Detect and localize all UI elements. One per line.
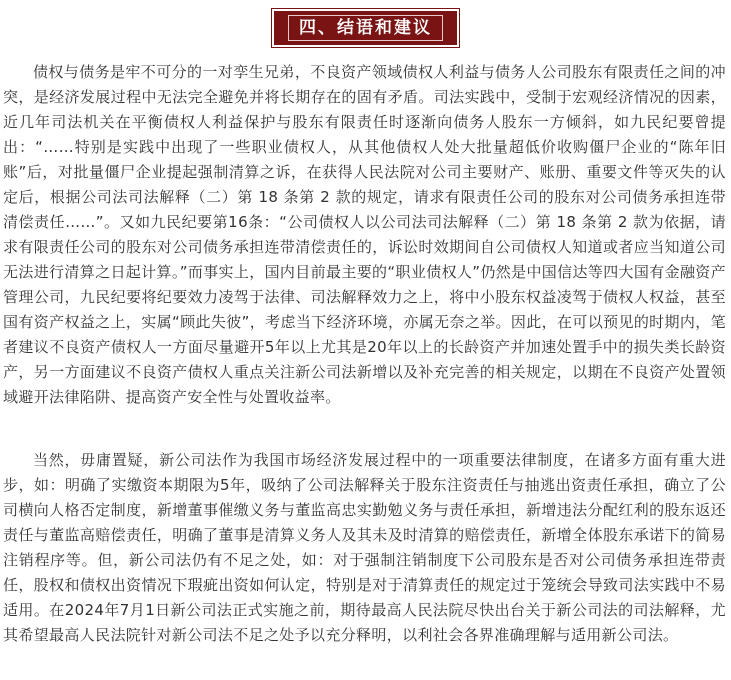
section-heading-box: [274, 11, 457, 45]
section-heading-container: [0, 11, 731, 45]
body-paragraph-1: 债权与债务是牢不可分的一对孪生兄弟，不良资产领域债权人利益与债务人公司股东有限责任之间的冲突，是经济发展过程中无法完全避免并将长期存在的固有矛盾。司法实践中，受制于宏观经济情况的因素，近几年司法机关在平衡债权人利益保护与股东有限责任时逐渐向债务人股东一方倾斜，如九民纪要曾提出：“……特别是实践中出现了一些职业债权人，从其他债权人处大批量超低价收购僵尸企业的“陈年旧账”后，对批量僵尸企业提起强制清算之诉，在获得人民法院对公司主要财产、账册、重要文件等灭失的认定后，根据公司法司法解释（二）第 18 条第 2 款的规定，请求有限责任公司的股东对公司债务承担连带清偿责任……”。又如九民纪要第16条：“公司债权人以公司法司法解释（二）第 18 条第 2 款为依据，请求有限责任公司的股东对公司债务承担连带清偿责任的，诉讼时效期间自公司债权人知道或者应当知道公司无法进行清算之日起计算。”而事实上，国内目前最主要的“职业债权人”仍然是中国信达等四大国有金融资产管理公司，九民纪要将纪要效力凌驾于法律、司法解释效力之上，将中小股东权益凌驾于债权人权益，甚至国有资产权益之上，实属“顾此失彼”，考虑当下经济环境，亦属无奈之举。因此，在可以预见的时期内，笔者建议不良资产债权人一方面尽量避开5年以上尤其是20年以上的长龄资产并加速处置手中的损失类长龄资产，另一方面建议不良资产债权人重点关注新公司法新增以及补充完善的相关规定，以期在不良资产处置领域避开法律陷阱、提高资产安全性与处置收益率。: [3, 63, 726, 406]
body-paragraph-2: 当然，毋庸置疑，新公司法作为我国市场经济发展过程中的一项重要法律制度，在诸多方面有重大进步，如：明确了实缴资本期限为5年，吸纳了公司法解释关于股东注资责任与抽逃出资责任承担，确立了公司横向人格否定制度，新增董事催缴义务与董监高忠实勤勉义务与责任承担，新增违法分配红利的股东返还责任与董监高赔偿责任，明确了董事是清算义务人及其未及时清算的赔偿责任，新增全体股东承诺下的简易注销程序等。但，新公司法仍有不足之处，如：对于强制注销制度下公司股东是否对公司债务承担连带责任，股权和债权出资情况下瑕疵出资如何认定，特别是对于清算责任的规定过于笼统会导致司法实践中不易适用。在2024年7月1日新公司法正式实施之前，期待最高人民法院尽快出台关于新公司法的司法解释，尤其希望最高人民法院针对新公司法不足之处予以充分释明，以利社会各界准确理解与适用新公司法。: [3, 451, 726, 644]
section-heading: 四、结语和建议: [288, 15, 443, 41]
